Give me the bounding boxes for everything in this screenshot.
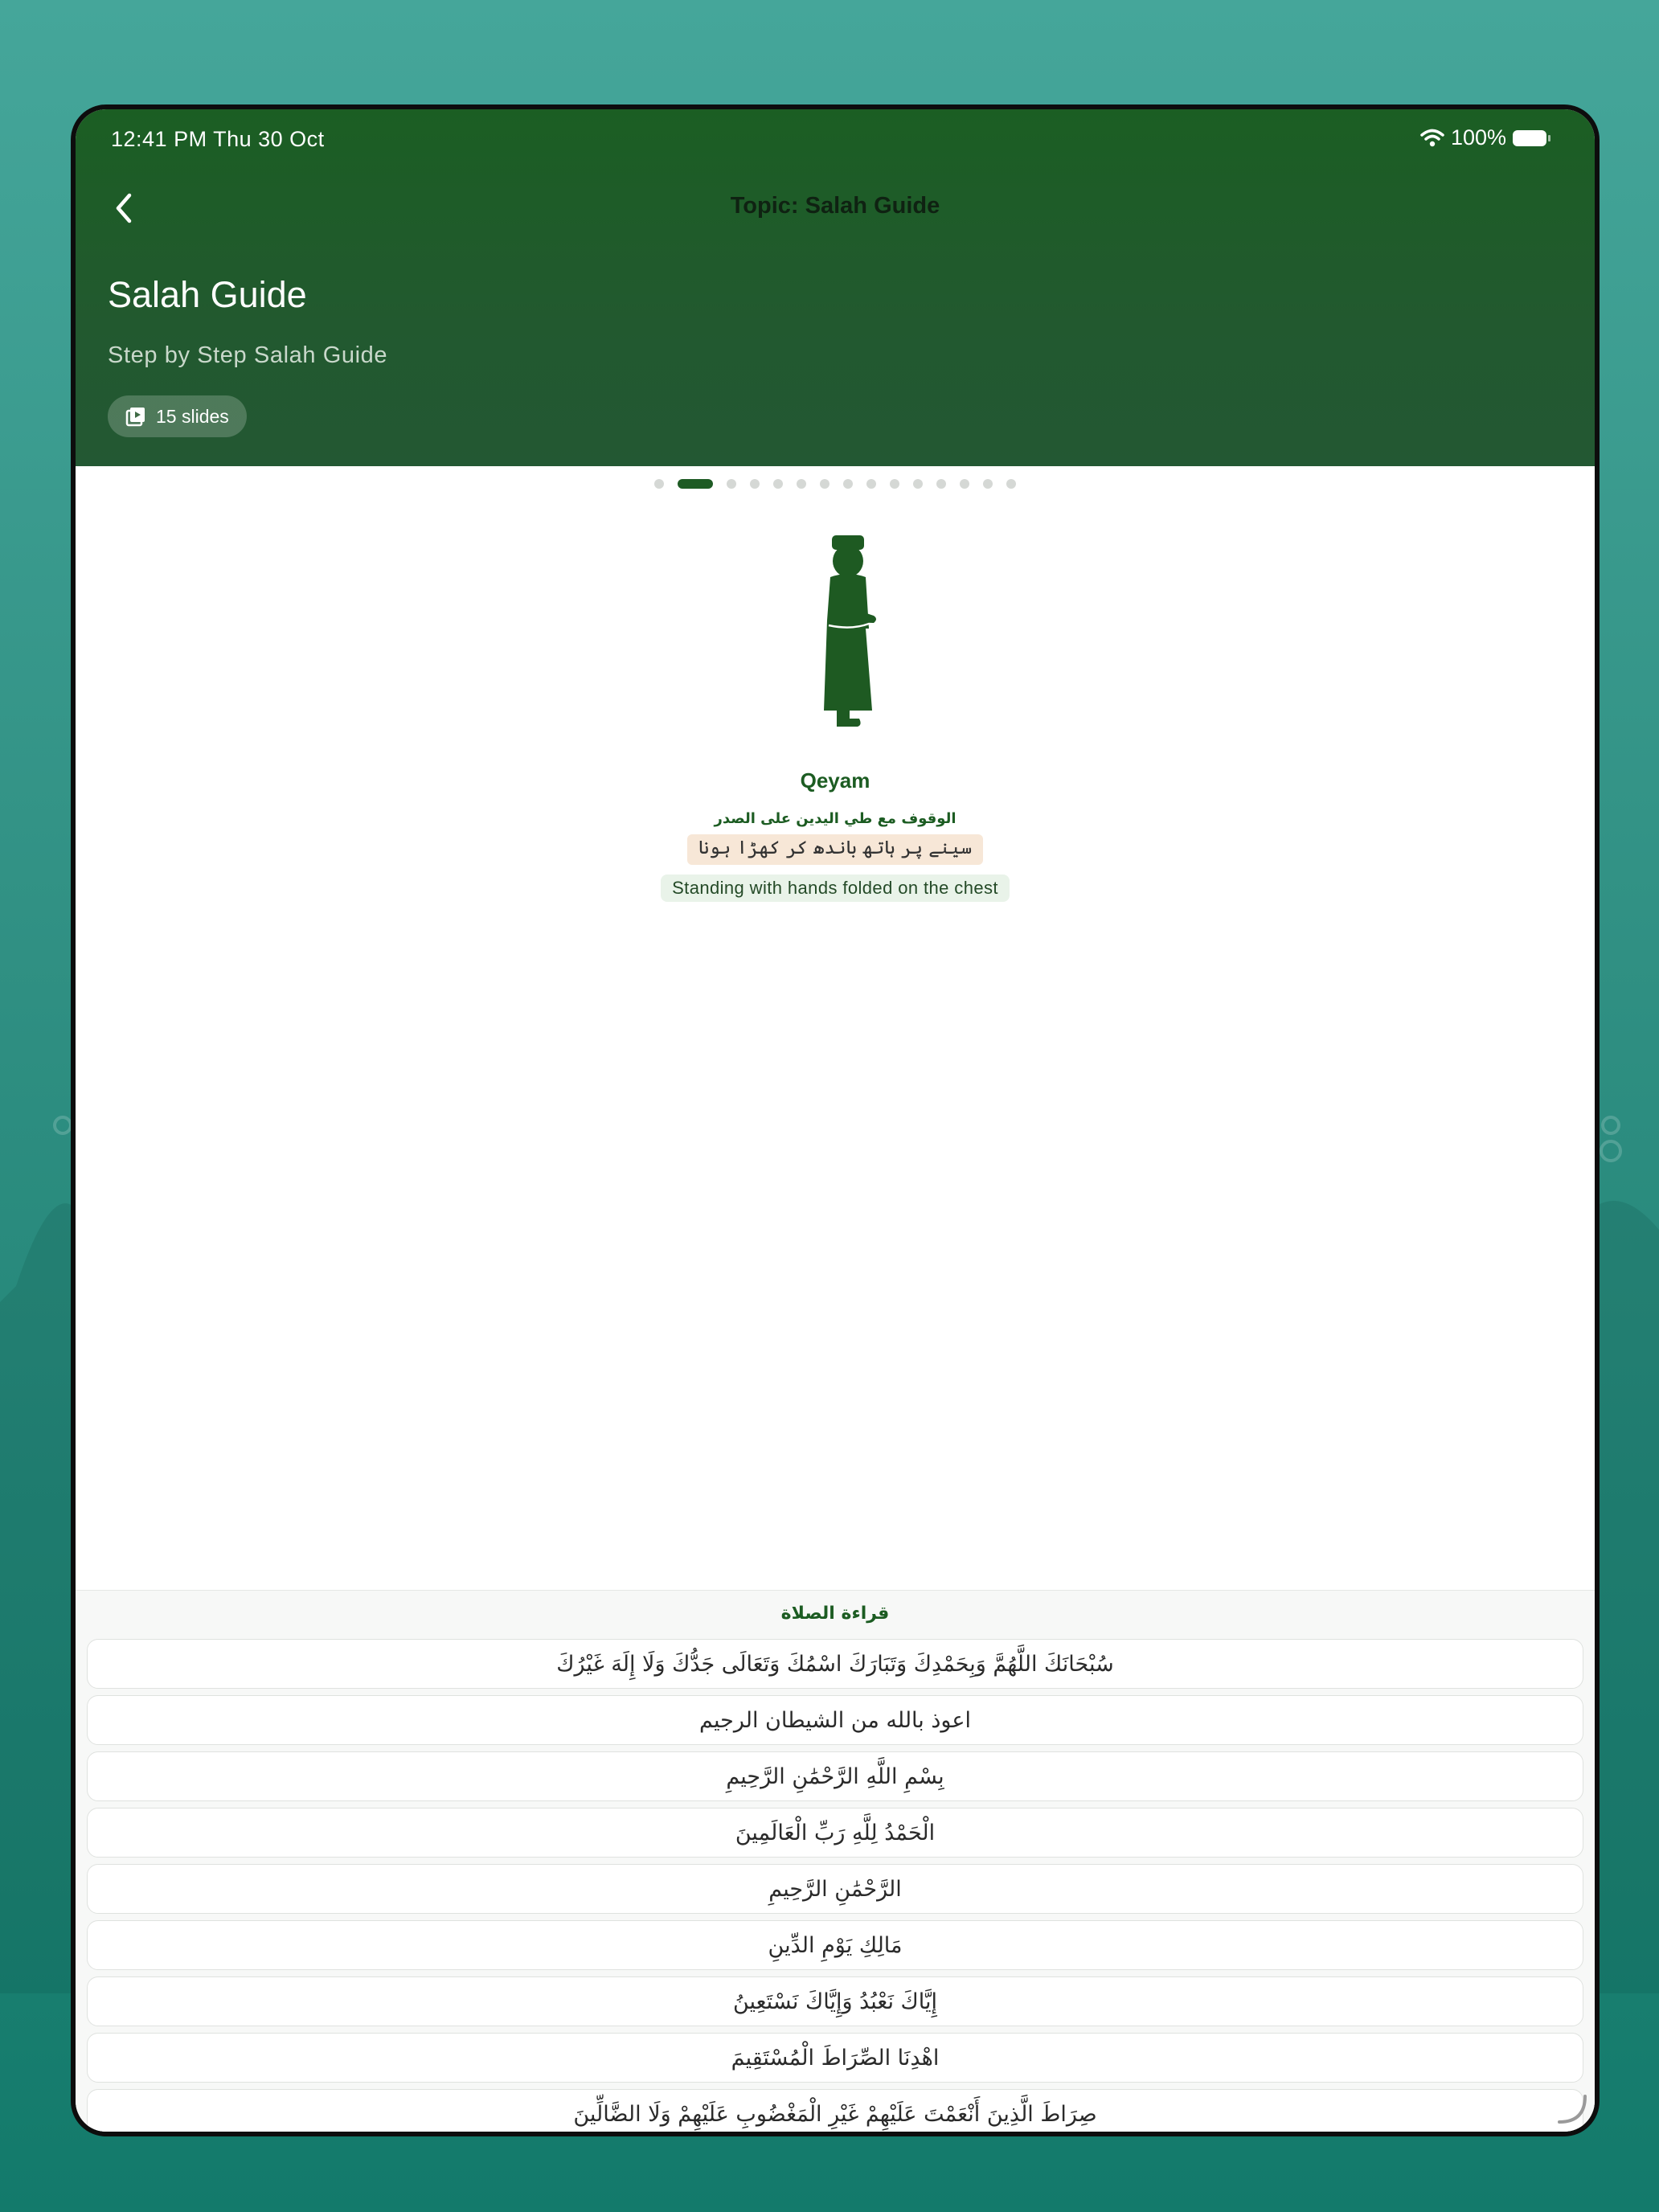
verse-row[interactable]: اعوذ بالله من الشيطان الرجيم — [87, 1695, 1583, 1745]
verse-row[interactable]: الْحَمْدُ لِلَّهِ رَبِّ الْعَالَمِينَ — [87, 1808, 1583, 1858]
recitation-title: قراءة الصلاة — [780, 1604, 890, 1624]
pose-name: Qeyam — [800, 768, 870, 793]
pose-description-urdu: سینے پر ہاتھ باندھ کر کھڑا ہونا — [687, 834, 983, 865]
verse-row[interactable]: اهْدِنَا الصِّرَاطَ الْمُسْتَقِيمَ — [87, 2033, 1583, 2083]
status-time: 12:41 PM Thu 30 Oct — [111, 127, 325, 151]
battery-percent: 100% — [1450, 125, 1506, 150]
pager-dot[interactable] — [773, 479, 783, 489]
resize-corner-icon — [1553, 2090, 1588, 2125]
pager-dot[interactable] — [843, 479, 853, 489]
pager-dot[interactable] — [727, 479, 736, 489]
pose-description-arabic: الوقوف مع طي اليدين على الصدر — [714, 810, 956, 827]
pose-description-urdu-wrap — [76, 834, 1595, 865]
pager-dot[interactable] — [983, 479, 993, 489]
page-title: Salah Guide — [108, 274, 307, 315]
status-indicators — [1420, 125, 1551, 150]
verse-row[interactable]: سُبْحَانَكَ اللَّهُمَّ وَبِحَمْدِكَ وَتَبَارَكَ اسْمُكَ وَتَعَالَى جَدُّكَ وَلَا إِلَهَ غَيْرُكَ — [87, 1639, 1583, 1689]
battery-icon — [1513, 129, 1551, 147]
verse-list[interactable] — [87, 1639, 1583, 2132]
pager-dot[interactable] — [820, 479, 830, 489]
slides-count-label: 15 slides — [156, 405, 229, 427]
pager-dot[interactable] — [936, 479, 946, 489]
verse-row[interactable]: الرَّحْمَٰنِ الرَّحِيمِ — [87, 1864, 1583, 1914]
standing-person-icon — [809, 532, 887, 731]
pager-dot[interactable] — [654, 479, 664, 489]
verse-row[interactable]: صِرَاطَ الَّذِينَ أَنْعَمْتَ عَلَيْهِمْ غَيْرِ الْمَغْضُوبِ عَلَيْهِمْ وَلَا الضَّالِّينَ — [87, 2089, 1583, 2132]
mosque-silhouette-left — [0, 1109, 72, 1993]
page-subtitle: Step by Step Salah Guide — [108, 342, 388, 368]
slide-pager[interactable] — [76, 479, 1595, 489]
pager-dot[interactable] — [866, 479, 876, 489]
tablet-frame — [71, 104, 1600, 2136]
verse-row[interactable]: مَالِكِ يَوْمِ الدِّينِ — [87, 1920, 1583, 1970]
slides-icon — [125, 406, 146, 427]
pose-description-english-wrap — [76, 875, 1595, 902]
recitation-panel[interactable] — [76, 1590, 1595, 2132]
pager-dot[interactable] — [1006, 479, 1016, 489]
header-banner — [76, 109, 1595, 466]
pager-dot[interactable] — [750, 479, 760, 489]
wifi-icon — [1420, 129, 1444, 148]
pager-dot[interactable] — [890, 479, 899, 489]
pager-dot[interactable] — [797, 479, 806, 489]
verse-row[interactable]: بِسْمِ اللَّهِ الرَّحْمَٰنِ الرَّحِيمِ — [87, 1751, 1583, 1801]
nav-title: Topic: Salah Guide — [730, 193, 940, 219]
pager-dot[interactable] — [960, 479, 969, 489]
app-screen — [76, 109, 1595, 2132]
slides-count-badge — [108, 395, 247, 437]
pose-description-english: Standing with hands folded on the chest — [661, 875, 1010, 902]
verse-row[interactable]: إِيَّاكَ نَعْبُدُ وَإِيَّاكَ نَسْتَعِينُ — [87, 1976, 1583, 2026]
pager-dot[interactable] — [913, 479, 923, 489]
pager-dot-active[interactable] — [678, 479, 713, 489]
